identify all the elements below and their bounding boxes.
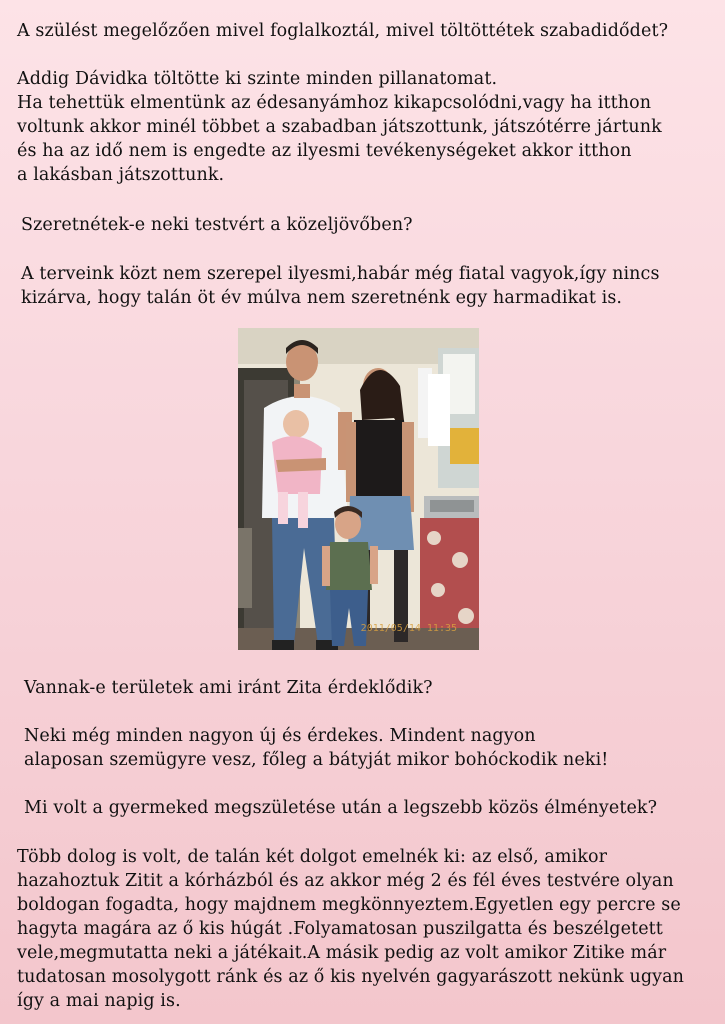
answer-line: voltunk akkor minél többet a szabadban játszottunk, játszótérre jártunk <box>17 117 662 137</box>
answer-line: Neki még minden nagyon új és érdekes. Mindent nagyon <box>24 726 536 746</box>
answer-line: alaposan szemügyre vesz, főleg a bátyját mikor bohóckodik neki! <box>24 750 609 770</box>
answer-line: hazahoztuk Zitit a kórházból és az akkor még 2 és fél éves testvére olyan <box>17 871 674 891</box>
answer-line: így a mai napig is. <box>17 991 181 1011</box>
answer-line: Addig Dávidka töltötte ki szinte minden pillanatomat. <box>17 69 498 89</box>
question-free-time: A szülést megelőzően mivel foglalkoztál, mivel töltöttétek szabadidődet? <box>17 21 669 41</box>
answer-line: hagyta magára az ő kis húgát .Folyamatosan puszilgatta és beszélgetett <box>17 919 663 939</box>
answer-line: Több dolog is volt, de talán két dolgot emelnék ki: az első, amikor <box>17 847 608 867</box>
answer-line: a lakásban játszottunk. <box>17 165 225 185</box>
family-photo <box>238 328 479 650</box>
answer-line: Ha tehettük elmentünk az édesanyámhoz kikapcsolódni,vagy ha itthon <box>17 93 652 113</box>
photo-date-stamp: 2011/05/14 11:35 <box>360 623 457 634</box>
answer-line: és ha az idő nem is engedte az ilyesmi tevékenységeket akkor itthon <box>17 141 632 161</box>
answer-line: tudatosan mosolygott ránk és az ő kis nyelvén gagyarászott nekünk ugyan <box>17 967 685 987</box>
question-sibling: Szeretnétek-e neki testvért a közeljövőben? <box>21 215 413 235</box>
answer-line: A terveink közt nem szerepel ilyesmi,habár még fiatal vagyok,így nincs <box>21 264 660 284</box>
answer-line: kizárva, hogy talán öt év múlva nem szeretnénk egy harmadikat is. <box>21 288 623 308</box>
question-interests: Vannak-e területek ami iránt Zita érdeklődik? <box>24 678 433 698</box>
question-best-experience: Mi volt a gyermeked megszületése után a legszebb közös élményetek? <box>24 798 658 818</box>
answer-line: vele,megmutatta neki a játékait.A másik pedig az volt amikor Zitike már <box>17 943 667 963</box>
answer-line: boldogan fogadta, hogy majdnem megkönnyeztem.Egyetlen egy percre se <box>17 895 681 915</box>
